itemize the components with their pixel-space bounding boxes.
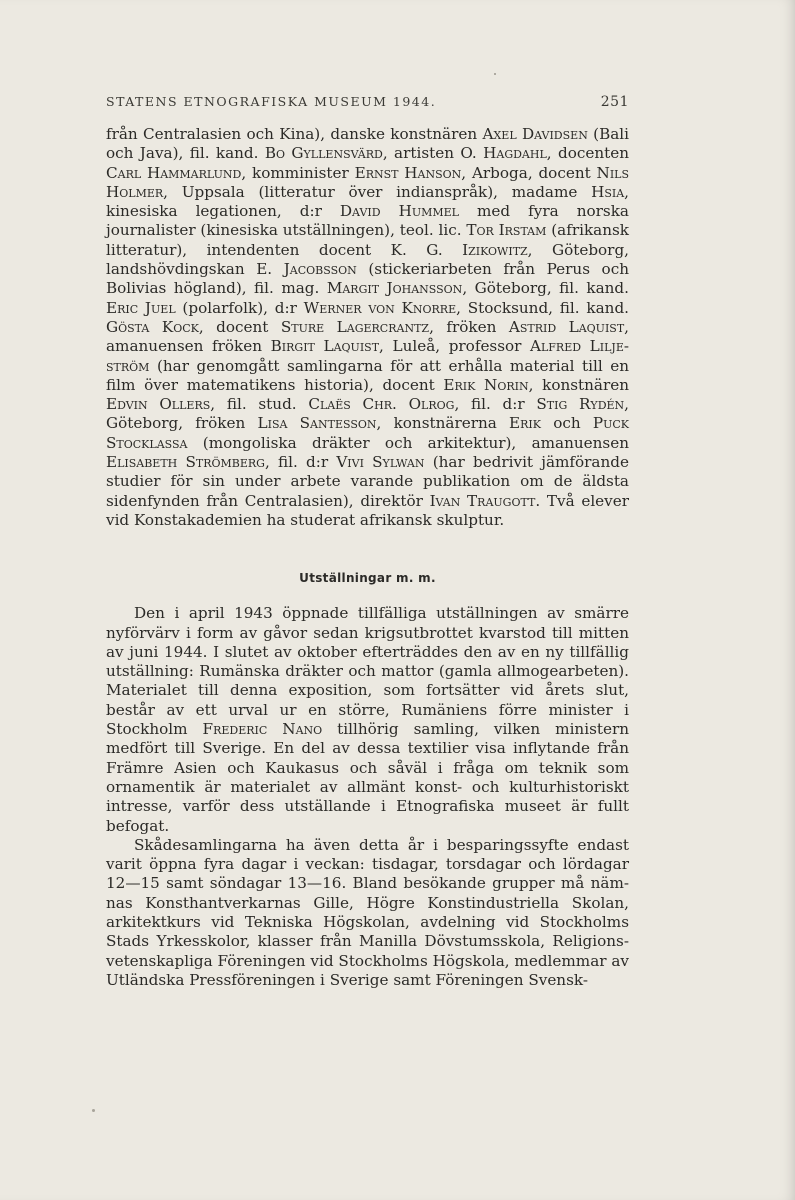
text-run: , Stocksund, fil. kand.: [456, 298, 630, 317]
text-run: , Luleå, professor: [379, 337, 531, 356]
text-run: från Centralasien och Kina), danske konstnären: [106, 125, 483, 143]
paragraph-exhibitions: [106, 604, 629, 836]
text-run: (har genomgått samlingarna för att erhålla material till en film över matematikens historia), docent: [106, 356, 629, 394]
person-name: Erik: [509, 414, 541, 433]
text-run: (har bedrivit jämförande studier för sin under arbete varande publikation om de äldsta sidenfynden från Centralasien), direktör: [106, 453, 629, 510]
text-run: och: [540, 414, 593, 433]
text-run: , Uppsala (litteratur över indianspråk), madame: [163, 182, 592, 201]
text-run: , kinesiska legationen, d:r: [106, 182, 629, 221]
person-name: David Hummel: [339, 202, 459, 221]
person-name: Axel Davidsen: [482, 125, 588, 143]
person-name: Izikowitz: [462, 240, 528, 259]
text-run: , Göteborg, fil. kand.: [462, 279, 629, 298]
paragraph-opening-hours: Skådesamlingarna ha även detta år i besparingssyfte endast varit öppna fyra dagar i veckan: tisdagar, torsdagar och lördagar 12—15 samt söndagar 13—16. Bland besökande grupper må nämnas Konsthantverkarnas Gille, Högre Konstindustriella Skolan, arkitektkurs vid Tekniska Högskolan, avdelning vid Stockholms Stads Yrkesskolor, klasser från Manilla Dövstumsskola, Religionsvetenskapliga Föreningen vid Stockholms Högskola, medlemmar av Utländska Pressföreningen i Sverige samt Föreningen Svensk-: [106, 835, 629, 989]
text-run: , amanuensen fröken: [106, 317, 629, 356]
person-name: Hagdahl: [483, 144, 547, 163]
person-name: Claës Chr. Olrog: [308, 395, 455, 414]
person-name: Nils Holmer: [106, 163, 630, 201]
paragraph-visitors: [106, 125, 629, 530]
scan-speck: [92, 1109, 95, 1112]
text-run: , docent: [198, 317, 281, 336]
text-run: , fröken: [429, 317, 509, 336]
text-run: . Två elever vid Konstakademien ha studerat afrikansk skulptur.: [106, 491, 629, 529]
text-run: (mongoliska dräkter och arkitektur), amanuensen: [187, 433, 629, 452]
person-name: Vivi Sylwan: [336, 453, 425, 472]
text-run: , artisten O.: [382, 144, 484, 163]
person-name: Edvin Ollers: [106, 395, 211, 414]
text-run: Den i april 1943 öppnade tillfälliga utställningen av smärre nyförvärv i form av gåvor sedan krigsutbrottet kvarstod till mitten av juni 1944. I slutet av oktober efterträddes den av en ny tillfällig utställning: Rumänska dräkter och mattor (gamla allmogearbeten). Materialet till denna exposition, som fortsätter vid årets slut, består av ett urval ur en större, Rumäniens förre minister i Stockholm: [106, 604, 629, 739]
text-run: , Göteborg, landshövdingskan E.: [106, 240, 629, 279]
text-run: tillhörig samling, vilken ministern medfört till Sverige. En del av dessa textilier visa inflytande från Främre Asien och Kaukasus och såväl i fråga om teknik som ornamentik är materialet av allmänt konst- och kulturhistoriskt intresse, varför dess utställande i Etnografiska museet är fullt befogat.: [106, 720, 629, 835]
text-run: , konstnärerna: [376, 414, 510, 433]
person-name: Tor Irstam: [466, 221, 547, 240]
text-run: (Bali och Java), fil. kand.: [106, 125, 630, 163]
person-name: Werner von Knorre: [303, 298, 457, 317]
person-name: Astrid Laquist: [508, 317, 625, 336]
text-run: , komminister: [241, 163, 355, 182]
text-run: (polarfolk), d:r: [175, 298, 304, 317]
scan-speck: [494, 73, 496, 75]
text-run: (stickeriarbeten från Perus och Bolivias högland), fil. mag.: [106, 260, 629, 298]
person-name: Erik Norin: [443, 375, 529, 394]
person-name: Eric Juel: [106, 298, 176, 317]
person-name: Gösta Kock: [106, 317, 199, 336]
person-name: Alfred Liljeström: [106, 337, 629, 375]
section-heading: Utställningar m. m.: [299, 571, 436, 586]
person-name: Bo Gyllensvärd: [264, 144, 383, 163]
person-name: Hsia: [591, 182, 625, 201]
text-run: , docenten: [546, 144, 629, 163]
person-name: Jacobsson: [283, 260, 357, 279]
person-name: Lisa Santesson: [257, 414, 377, 433]
text-run: , Arboga, docent: [461, 163, 597, 182]
text-run: , fil. d:r: [264, 453, 337, 472]
page-number: 251: [600, 94, 629, 110]
text-run: , fil. d:r: [454, 395, 537, 414]
person-name: Ernst Hanson: [354, 163, 462, 182]
person-name: Carl Hammarlund: [106, 163, 242, 182]
person-name: Frederic Nano: [202, 720, 323, 739]
person-name: Margit Johansson: [326, 279, 463, 298]
page-body: [106, 125, 629, 990]
text-run: (afrikansk litteratur), intendenten docent K. G.: [106, 221, 629, 259]
text-run: , Göteborg, fröken: [106, 395, 629, 433]
text-run: med fyra norska journalister (kinesiska utställningen), teol. lic.: [106, 202, 629, 240]
person-name: Sture Lagercrantz: [280, 317, 430, 336]
person-name: Stig Rydén: [536, 395, 625, 414]
text-run: , fil. stud.: [210, 395, 309, 414]
running-header: [106, 94, 629, 109]
person-name: Elisabeth Strömberg: [106, 453, 265, 472]
person-name: Birgit Laquist: [270, 337, 380, 356]
text-run: , konstnären: [528, 375, 630, 394]
person-name: Ivan Traugott: [429, 491, 536, 510]
person-name: Puck Stocklassa: [106, 414, 629, 452]
running-title: STATENS ETNOGRAFISKA MUSEUM 1944.: [106, 94, 437, 109]
